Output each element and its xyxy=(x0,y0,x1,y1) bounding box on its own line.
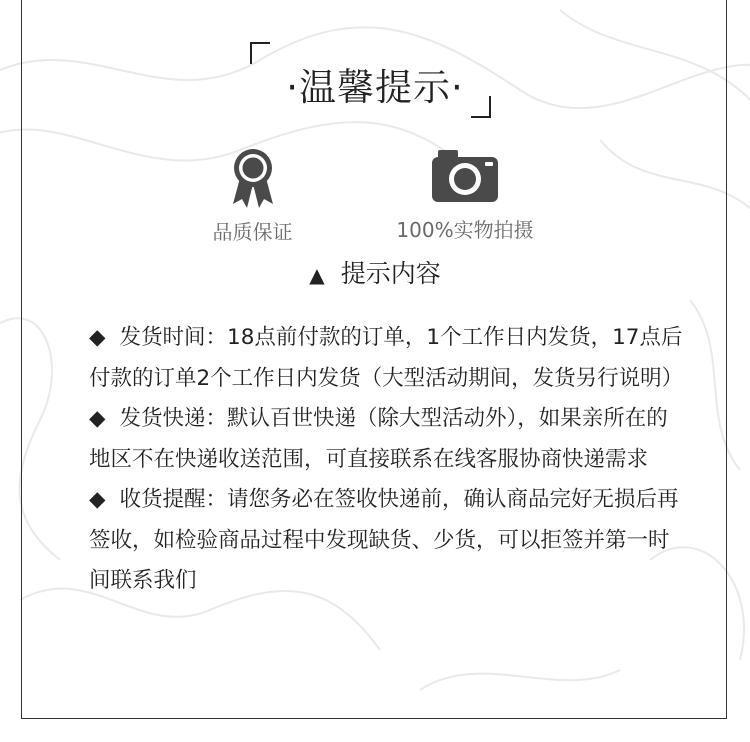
triangle-icon: ▲ xyxy=(309,263,325,287)
list-item-text: 收货提醒：请您务必在签收快递前，确认商品完好无损后再签收，如检验商品过程中发现缺货、少货，可以拒签并第一时间联系我们 xyxy=(89,487,679,593)
list-item xyxy=(89,480,689,602)
quality-badge xyxy=(205,148,300,245)
real-photo-badge xyxy=(390,150,540,243)
page-title: ·温馨提示· xyxy=(286,66,464,109)
diamond-bullet-icon: ◆ xyxy=(89,325,106,350)
camera-icon xyxy=(432,150,498,206)
list-item xyxy=(89,399,689,480)
diamond-bullet-icon: ◆ xyxy=(89,406,106,431)
quality-badge-label: 品质保证 xyxy=(212,220,293,244)
ribbon-award-icon xyxy=(230,148,276,208)
real-photo-badge-label: 100%实物拍摄 xyxy=(396,218,534,242)
list-item-text: 发货时间：18点前付款的订单，1个工作日内发货，17点后付款的订单2个工作日内发货（大型活动期间，发货另行说明） xyxy=(89,325,684,391)
diamond-bullet-icon: ◆ xyxy=(89,487,106,512)
list-item xyxy=(89,318,689,399)
section-heading xyxy=(0,254,750,290)
notice-list xyxy=(89,318,689,602)
section-heading-text: 提示内容 xyxy=(340,259,441,288)
list-item-text: 发货快递：默认百世快递（除大型活动外），如果亲所在的地区不在快递收送范围，可直接联系在线客服协商快递需求 xyxy=(89,406,668,472)
